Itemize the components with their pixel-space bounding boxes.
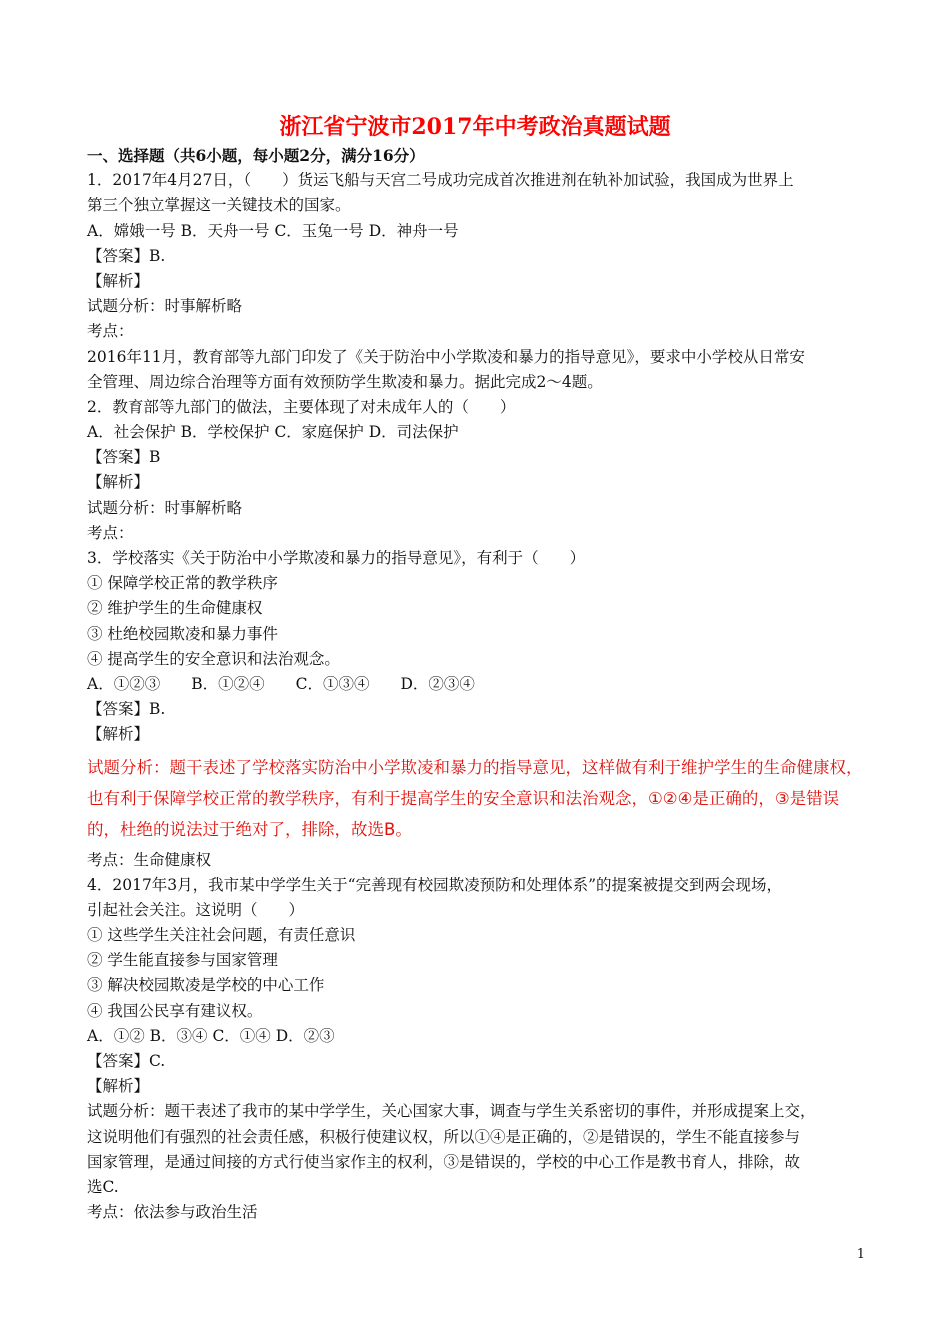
text-line: ① 保障学校正常的教学秩序 (87, 574, 278, 593)
text-line: ④ 我国公民享有建议权。 (87, 1001, 263, 1020)
text-line: A．社会保护 B．学校保护 C．家庭保护 D．司法保护 (87, 423, 459, 442)
text-line: 试题分析：题干表述了我市的某中学学生，关心国家大事，调查与学生关系密切的事件，并形成提案上交， (87, 1102, 816, 1121)
highlighted-analysis (87, 752, 877, 845)
text-line: 考点：生命健康权 (87, 850, 212, 869)
text-line: 考点：依法参与政治生活 (87, 1203, 258, 1222)
highlighted-analysis-line: 的，杜绝的说法过于绝对了，排除，故选B。 (87, 819, 412, 839)
text-line: 试题分析：时事解析略 (87, 297, 243, 316)
text-line: A．①② B．③④ C．①④ D．②③ (87, 1026, 335, 1045)
text-line: ④ 提高学生的安全意识和法治观念。 (87, 649, 340, 668)
page-title: 浙江省宁波市2017年中考政治真题试题 (279, 114, 671, 140)
highlighted-analysis-line: 试题分析：题干表述了学校落实防治中小学欺凌和暴力的指导意见，这样做有利于维护学生的生命健康权， (87, 757, 863, 777)
text-line: 2016年11月，教育部等九部门印发了《关于防治中小学欺凌和暴力的指导意见》，要求中小学校从日常安 (87, 347, 805, 366)
page-number: 1 (856, 1247, 865, 1262)
text-line: 全管理、周边综合治理等方面有效预防学生欺凌和暴力。据此完成2～4题。 (87, 372, 603, 391)
text-line: 选C. (87, 1177, 119, 1196)
text-line: 2．教育部等九部门的做法，主要体现了对未成年人的（ ） (87, 397, 516, 416)
text-line: 【答案】C. (87, 1052, 166, 1070)
text-line: A．嫦娥一号 B．天舟一号 C．玉兔一号 D．神舟一号 (87, 221, 459, 240)
text-line: ② 维护学生的生命健康权 (87, 599, 263, 618)
text-line: ② 学生能直接参与国家管理 (87, 951, 278, 970)
text-line: 【解析】 (87, 473, 150, 492)
text-line: 【答案】B (87, 448, 161, 467)
document-body (87, 143, 877, 1225)
text-line: 第三个独立掌握这一关键技术的国家。 (87, 196, 351, 215)
text-line: 引起社会关注。这说明（ ） (87, 900, 305, 919)
text-line: 【解析】 (87, 725, 150, 744)
text-line: 【解析】 (87, 1077, 150, 1096)
text-line: 这说明他们有强烈的社会责任感，积极行使建议权，所以①④是正确的，②是错误的，学生不能直接参与 (87, 1127, 801, 1146)
text-line: 【答案】B. (87, 700, 166, 719)
highlighted-analysis-line: 也有利于保障学校正常的教学秩序，有利于提高学生的安全意识和法治观念，①②④是正确的，③是错误 (87, 788, 840, 808)
text-line: 3．学校落实《关于防治中小学欺凌和暴力的指导意见》，有利于（ ） (87, 549, 586, 567)
text-line: 考点： (87, 523, 134, 542)
text-line: 【解析】 (87, 271, 150, 290)
text-line: A．①②③ B．①②④ C．①③④ D．②③④ (87, 674, 475, 693)
section-heading: 一、选择题（共6小题，每小题2分，满分16分） (87, 146, 425, 165)
text-line: 4．2017年3月，我市某中学学生关于“完善现有校园欺凌预防和处理体系”的提案被提交到两会现场， (87, 875, 783, 894)
text-line: ③ 解决校园欺凌是学校的中心工作 (87, 976, 325, 995)
text-line: 1．2017年4月27日，（ ）货运飞船与天宫二号成功完成首次推进剂在轨补加试验，我国成为世界上 (87, 171, 794, 190)
text-line: 国家管理，是通过间接的方式行使当家作主的权利，③是错误的，学校的中心工作是教书育人，排除，故 (87, 1152, 801, 1171)
text-line: ① 这些学生关注社会问题，有责任意识 (87, 926, 356, 945)
text-line: 【答案】B. (87, 246, 166, 265)
text-line: 考点： (87, 322, 134, 341)
text-line: ③ 杜绝校园欺凌和暴力事件 (87, 624, 278, 643)
text-line: 试题分析：时事解析略 (87, 498, 243, 517)
